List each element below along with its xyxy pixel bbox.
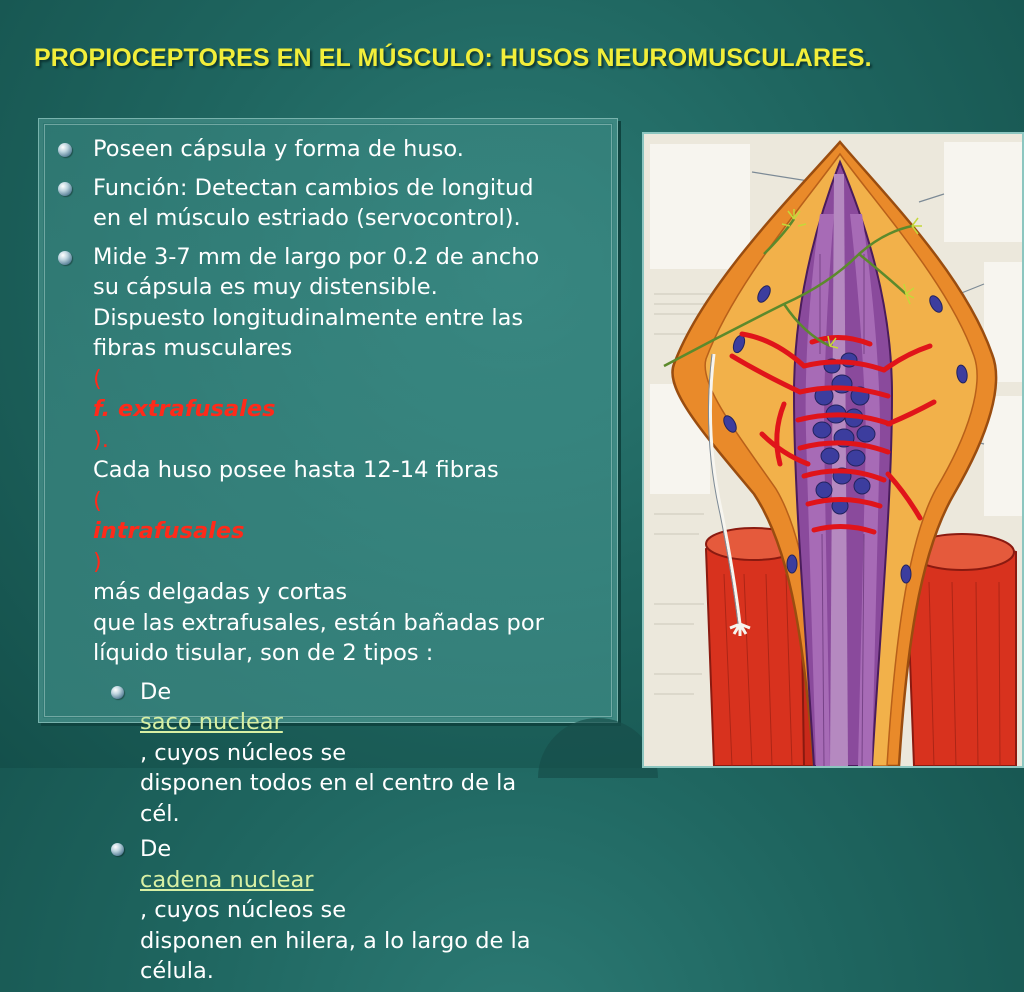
paren-close: ).: [93, 426, 109, 453]
white-label-block: [944, 142, 1022, 242]
sub-bullet-ball-icon: [111, 686, 124, 699]
sub-bullet-ball-icon: [111, 843, 124, 856]
bullet-line: Función: Detectan cambios de longitud: [93, 174, 534, 201]
slide-title: PROPIOCEPTORES EN EL MÚSCULO: HUSOS NEUROMUSCULARES.: [34, 44, 872, 72]
bullet-segment: fibras musculares: [93, 335, 293, 361]
bullet-measurements: [56, 242, 616, 669]
bullet-line: cél.: [140, 800, 180, 827]
bullet-function: [56, 173, 616, 234]
bullet-line: célula.: [140, 958, 214, 984]
bullet-line: [93, 486, 616, 608]
bullet-line: en el músculo estriado (servocontrol).: [93, 205, 521, 231]
bullet-ball-icon: [58, 143, 72, 157]
bullet-line: su cápsula es muy distensible.: [93, 274, 438, 300]
bullet-line: [93, 333, 616, 455]
paren-close: ): [93, 548, 102, 575]
sub-bullet-cadena-nuclear: [56, 834, 616, 987]
white-label-block: [650, 144, 750, 269]
bullet-list: [56, 134, 616, 992]
muscle-spindle-illustration: [642, 132, 1024, 768]
sub-bullet-saco-nuclear: [56, 677, 616, 830]
paren-open: (: [93, 487, 102, 514]
link-cadena-nuclear[interactable]: cadena nuclear: [140, 866, 314, 893]
bullet-line: que las extrafusales, están bañadas por: [93, 609, 544, 636]
bullet-line: [140, 834, 616, 926]
bullet-line: Dispuesto longitudinalmente entre las: [93, 304, 524, 331]
term-intrafusales: intrafusales: [93, 518, 245, 544]
bullet-segment: , cuyos núcleos se: [140, 897, 347, 923]
bullet-ball-icon: [58, 182, 72, 196]
bullet-capsule: [56, 134, 616, 165]
bullet-segment: , cuyos núcleos se: [140, 739, 347, 766]
bullet-line: disponen en hilera, a lo largo de la: [140, 927, 531, 954]
link-saco-nuclear[interactable]: saco nuclear: [140, 709, 283, 735]
bullet-line: Mide 3-7 mm de largo por 0.2 de ancho: [93, 243, 540, 270]
bullet-ball-icon: [58, 251, 72, 265]
paren-open: (: [93, 365, 102, 392]
bullet-line: disponen todos en el centro de la: [140, 770, 517, 796]
bullet-segment: más delgadas y cortas: [93, 579, 348, 605]
bullet-segment: De: [140, 836, 172, 862]
bullet-text: Poseen cápsula y forma de huso.: [93, 136, 464, 162]
bullet-segment: De: [140, 678, 172, 705]
spindle-diagram-svg: [644, 134, 1022, 766]
bullet-line: líquido tisular, son de 2 tipos :: [93, 640, 434, 666]
term-extrafusales: f. extrafusales: [93, 396, 276, 422]
bullet-line: Cada huso posee hasta 12-14 fibras: [93, 457, 499, 483]
